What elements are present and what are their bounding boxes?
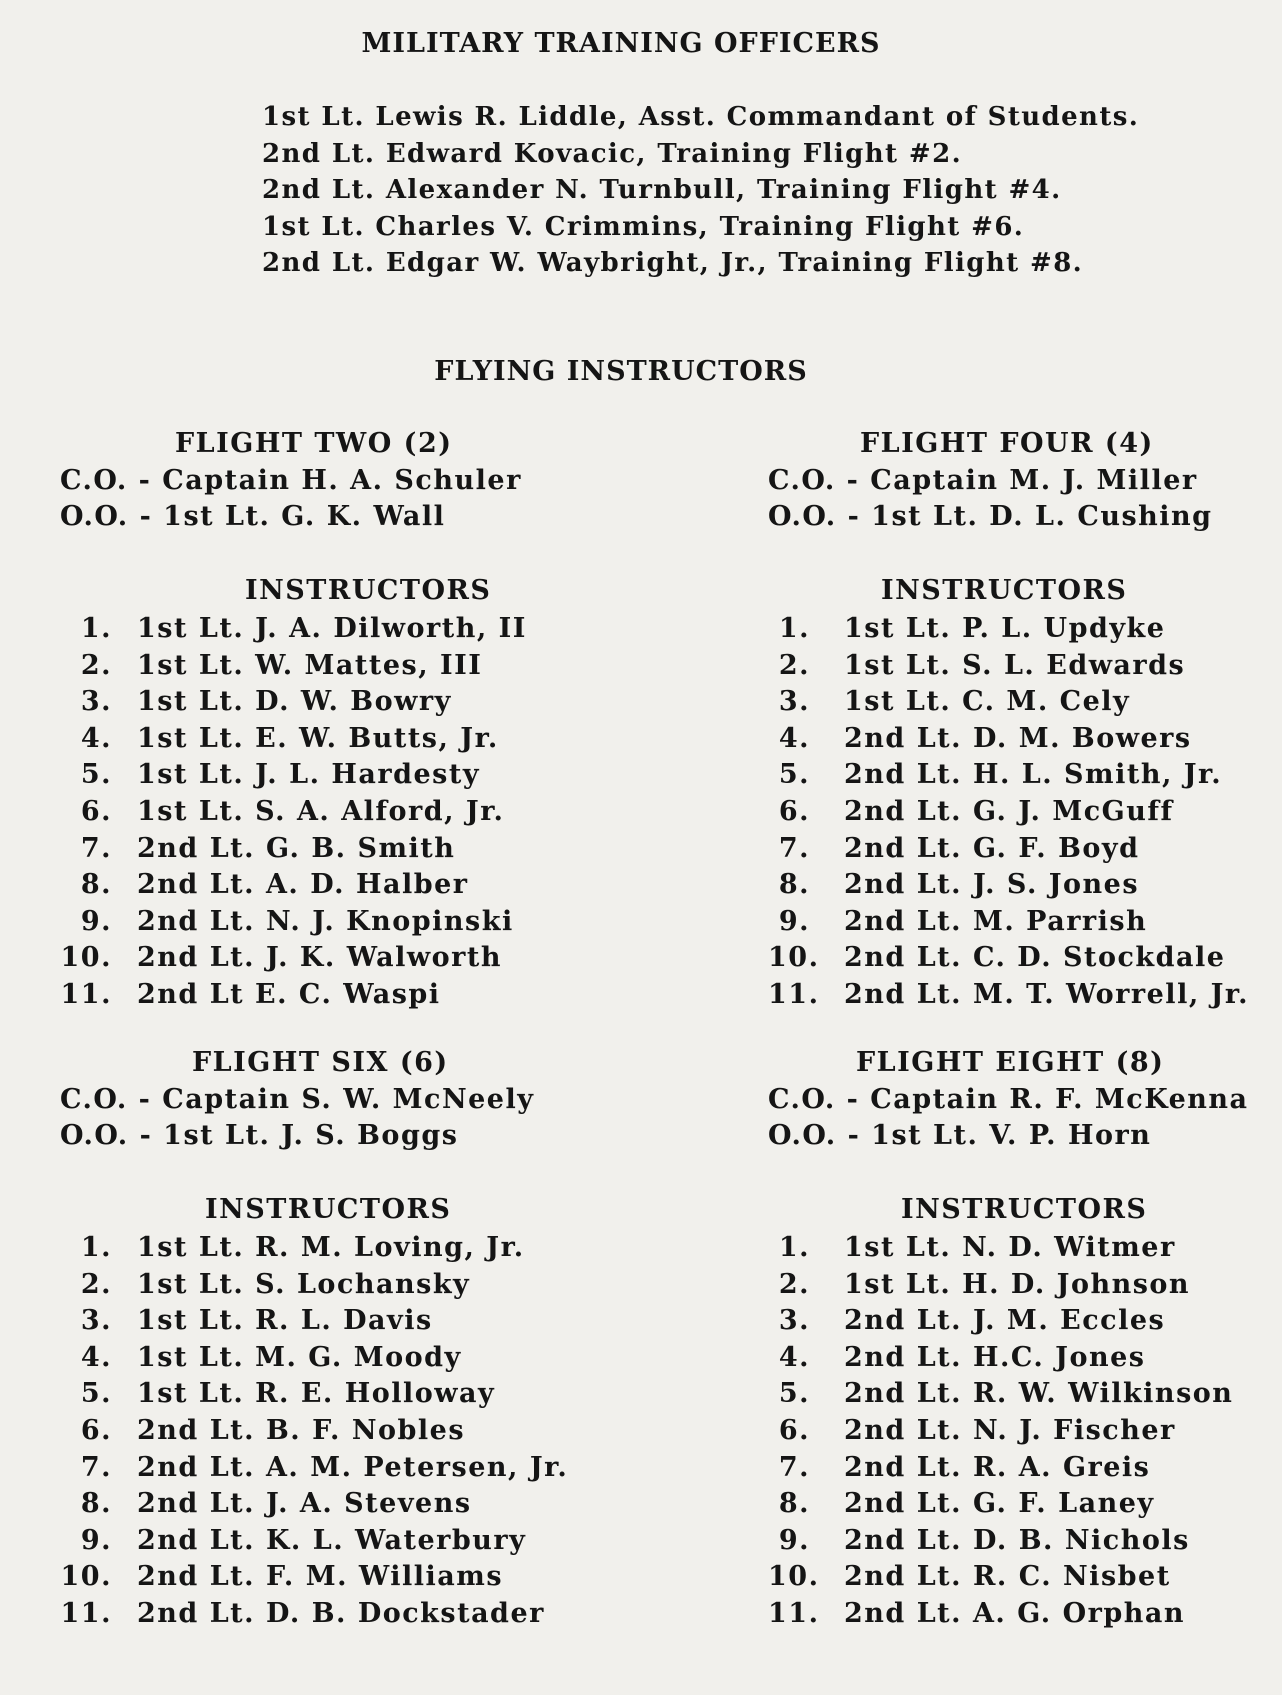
- list-item: [768, 1303, 1166, 1340]
- operations-officer: O.O. - 1st Lt. V. P. Horn: [768, 1120, 1152, 1151]
- instructor-number: 4.: [80, 722, 112, 754]
- instructor-number: 11.: [768, 978, 820, 1010]
- list-item: [60, 1267, 471, 1304]
- instructor-name: 1st Lt. E. W. Butts, Jr.: [137, 722, 499, 754]
- instructor-name: 1st Lt. J. L. Hardesty: [137, 759, 481, 791]
- instructor-number: 8.: [80, 1488, 112, 1520]
- list-item: [60, 977, 441, 1014]
- instructors-heading: INSTRUCTORS: [881, 575, 1128, 606]
- officer-line: 2nd Lt. Alexander N. Turnbull, Training Flight #4.: [262, 175, 1062, 205]
- instructor-name: 2nd Lt. A. G. Orphan: [844, 1597, 1185, 1629]
- instructor-name: 2nd Lt. B. F. Nobles: [137, 1414, 466, 1446]
- instructors-heading: INSTRUCTORS: [901, 1194, 1148, 1225]
- list-item: [768, 794, 1174, 831]
- instructor-name: 2nd Lt. R. C. Nisbet: [844, 1561, 1171, 1593]
- list-item: [768, 1230, 1176, 1267]
- list-item: [60, 904, 514, 941]
- instructor-number: 1.: [778, 613, 810, 644]
- instructor-name: 1st Lt. C. M. Cely: [844, 686, 1131, 718]
- list-item: [60, 1376, 496, 1413]
- military-training-officers-title: MILITARY TRAINING OFFICERS: [361, 28, 881, 59]
- instructor-number: 3.: [778, 1305, 810, 1337]
- instructor-number: 9.: [778, 905, 810, 937]
- instructor-name: 1st Lt. J. A. Dilworth, II: [137, 613, 527, 644]
- instructor-name: 2nd Lt. F. M. Williams: [137, 1561, 504, 1593]
- list-item: [768, 648, 1186, 685]
- instructor-number: 10.: [768, 942, 820, 974]
- instructor-name: 1st Lt. S. A. Alford, Jr.: [137, 795, 505, 827]
- instructor-name: 1st Lt. W. Mattes, III: [137, 649, 483, 681]
- list-item: [60, 648, 483, 685]
- list-item: [60, 1413, 466, 1450]
- list-item: [60, 1450, 569, 1487]
- list-item: [768, 1267, 1191, 1304]
- list-item: [60, 1340, 462, 1377]
- list-item: [60, 684, 452, 721]
- list-item: [768, 611, 1166, 648]
- instructor-number: 9.: [80, 1524, 112, 1556]
- list-item: [768, 757, 1223, 794]
- flight-name: FLIGHT TWO (2): [175, 428, 453, 459]
- list-item: [60, 831, 456, 868]
- instructor-number: 5.: [80, 759, 112, 791]
- instructor-name: 2nd Lt. K. L. Waterbury: [137, 1524, 527, 1556]
- instructor-number: 10.: [60, 1561, 112, 1593]
- instructor-name: 2nd Lt. H.C. Jones: [844, 1341, 1146, 1373]
- instructor-name: 2nd Lt. G. F. Boyd: [844, 832, 1140, 864]
- list-item: [768, 1559, 1171, 1596]
- list-item: [60, 940, 503, 977]
- instructor-name: 2nd Lt. N. J. Fischer: [844, 1414, 1176, 1446]
- list-item: [768, 1340, 1146, 1377]
- officer-line: 1st Lt. Charles V. Crimmins, Training Flight #6.: [262, 211, 1025, 242]
- instructor-number: 5.: [778, 759, 810, 791]
- instructor-number: 3.: [80, 686, 112, 718]
- instructor-number: 8.: [80, 869, 112, 901]
- list-item: [768, 831, 1140, 868]
- list-item: [768, 684, 1131, 721]
- instructor-name: 2nd Lt. J. S. Jones: [844, 869, 1140, 901]
- list-item: [768, 721, 1192, 758]
- list-item: [60, 1486, 472, 1523]
- instructor-name: 2nd Lt. M. Parrish: [844, 905, 1148, 937]
- list-item: [60, 867, 469, 904]
- commanding-officer: C.O. - Captain R. F. McKenna: [768, 1084, 1249, 1115]
- instructor-name: 1st Lt. N. D. Witmer: [844, 1232, 1176, 1263]
- instructor-name: 2nd Lt. G. F. Laney: [844, 1488, 1155, 1520]
- officer-line: 2nd Lt. Edward Kovacic, Training Flight #2.: [262, 138, 963, 169]
- instructors-heading: INSTRUCTORS: [205, 1194, 452, 1225]
- list-item: [768, 1376, 1234, 1413]
- list-item: [60, 794, 505, 831]
- instructor-name: 1st Lt. D. W. Bowry: [137, 686, 452, 718]
- instructors-heading: INSTRUCTORS: [245, 575, 492, 606]
- list-item: [768, 1596, 1185, 1633]
- list-item: [768, 1413, 1176, 1450]
- instructor-name: 2nd Lt. J. M. Eccles: [844, 1305, 1166, 1337]
- officers-list: [262, 99, 1139, 282]
- instructor-number: 6.: [80, 1414, 112, 1446]
- instructor-number: 3.: [778, 686, 810, 718]
- list-item: [60, 757, 481, 794]
- list-item: [768, 1450, 1151, 1487]
- instructor-number: 10.: [768, 1561, 820, 1593]
- list-item: [60, 1596, 545, 1633]
- instructor-number: 11.: [60, 1597, 112, 1629]
- commanding-officer: C.O. - Captain M. J. Miller: [768, 465, 1198, 496]
- instructor-name: 1st Lt. H. D. Johnson: [844, 1268, 1191, 1300]
- list-item: [768, 1486, 1155, 1523]
- list-item: [60, 611, 527, 648]
- instructor-number: 1.: [778, 1232, 810, 1263]
- instructor-number: 6.: [80, 795, 112, 827]
- instructor-number: 9.: [80, 905, 112, 937]
- instructor-name: 2nd Lt. G. B. Smith: [137, 832, 456, 864]
- instructor-list: [768, 1230, 1234, 1633]
- instructor-name: 2nd Lt. H. L. Smith, Jr.: [844, 759, 1223, 791]
- instructor-name: 2nd Lt. N. J. Knopinski: [137, 905, 514, 937]
- instructor-name: 2nd Lt. M. T. Worrell, Jr.: [844, 978, 1250, 1010]
- instructor-name: 1st Lt. M. G. Moody: [137, 1341, 462, 1373]
- instructor-number: 7.: [80, 832, 112, 864]
- instructor-number: 5.: [80, 1378, 112, 1410]
- officer-line: 1st Lt. Lewis R. Liddle, Asst. Commandant of Students.: [262, 102, 1140, 132]
- instructor-number: 10.: [60, 942, 112, 974]
- instructor-number: 7.: [778, 1451, 810, 1483]
- flying-instructors-title: FLYING INSTRUCTORS: [434, 356, 808, 387]
- commanding-officer: C.O. - Captain S. W. McNeely: [60, 1084, 535, 1115]
- instructor-number: 4.: [778, 722, 810, 754]
- instructor-number: 11.: [768, 1597, 820, 1629]
- instructor-number: 9.: [778, 1524, 810, 1556]
- instructor-list: [60, 611, 527, 1014]
- instructor-name: 1st Lt. S. L. Edwards: [844, 649, 1186, 681]
- instructor-number: 8.: [778, 1488, 810, 1520]
- instructor-list: [768, 611, 1250, 1014]
- instructor-number: 3.: [80, 1305, 112, 1337]
- list-item: [768, 977, 1250, 1014]
- instructor-number: 4.: [778, 1341, 810, 1373]
- list-item: [768, 1523, 1190, 1560]
- instructor-name: 2nd Lt. D. B. Dockstader: [137, 1597, 545, 1629]
- list-item: [768, 867, 1140, 904]
- instructor-name: 2nd Lt. A. M. Petersen, Jr.: [137, 1451, 569, 1483]
- list-item: [60, 721, 499, 758]
- list-item: [60, 1523, 527, 1560]
- instructor-number: 2.: [778, 1268, 810, 1300]
- instructor-name: 2nd Lt. D. B. Nichols: [844, 1524, 1190, 1556]
- list-item: [60, 1303, 433, 1340]
- instructor-name: 1st Lt. R. M. Loving, Jr.: [137, 1232, 525, 1263]
- instructor-name: 2nd Lt. C. D. Stockdale: [844, 942, 1226, 974]
- instructor-name: 2nd Lt. J. K. Walworth: [137, 942, 503, 974]
- instructor-number: 2.: [80, 1268, 112, 1300]
- list-item: [768, 940, 1226, 977]
- instructor-name: 2nd Lt. D. M. Bowers: [844, 722, 1192, 754]
- instructor-number: 4.: [80, 1341, 112, 1373]
- operations-officer: O.O. - 1st Lt. G. K. Wall: [60, 501, 446, 532]
- instructor-name: 2nd Lt E. C. Waspi: [137, 978, 441, 1010]
- instructor-name: 2nd Lt. A. D. Halber: [137, 869, 469, 901]
- flight-name: FLIGHT SIX (6): [192, 1047, 449, 1078]
- instructor-name: 1st Lt. R. L. Davis: [137, 1305, 433, 1337]
- instructor-name: 2nd Lt. G. J. McGuff: [844, 795, 1174, 827]
- instructor-name: 2nd Lt. J. A. Stevens: [137, 1488, 472, 1520]
- officer-line: 2nd Lt. Edgar W. Waybright, Jr., Training Flight #8.: [262, 248, 1084, 278]
- instructor-name: 2nd Lt. R. W. Wilkinson: [844, 1378, 1234, 1410]
- instructor-number: 5.: [778, 1378, 810, 1410]
- instructor-number: 7.: [80, 1451, 112, 1483]
- instructor-name: 1st Lt. S. Lochansky: [137, 1268, 471, 1300]
- instructor-number: 1.: [80, 613, 112, 644]
- commanding-officer: C.O. - Captain H. A. Schuler: [60, 465, 522, 496]
- instructor-number: 2.: [778, 649, 810, 681]
- instructor-number: 7.: [778, 832, 810, 864]
- instructor-number: 8.: [778, 869, 810, 901]
- flight-name: FLIGHT FOUR (4): [860, 428, 1154, 459]
- instructor-number: 1.: [80, 1232, 112, 1263]
- instructor-number: 6.: [778, 795, 810, 827]
- instructor-name: 2nd Lt. R. A. Greis: [844, 1451, 1151, 1483]
- instructor-list: [60, 1230, 569, 1633]
- list-item: [60, 1559, 504, 1596]
- operations-officer: O.O. - 1st Lt. D. L. Cushing: [768, 501, 1213, 532]
- instructor-number: 2.: [80, 649, 112, 681]
- operations-officer: O.O. - 1st Lt. J. S. Boggs: [60, 1120, 459, 1151]
- flight-name: FLIGHT EIGHT (8): [856, 1047, 1165, 1078]
- instructor-number: 6.: [778, 1414, 810, 1446]
- instructor-name: 1st Lt. R. E. Holloway: [137, 1378, 496, 1410]
- list-item: [60, 1230, 525, 1267]
- instructor-number: 11.: [60, 978, 112, 1010]
- instructor-name: 1st Lt. P. L. Updyke: [844, 613, 1166, 644]
- list-item: [768, 904, 1148, 941]
